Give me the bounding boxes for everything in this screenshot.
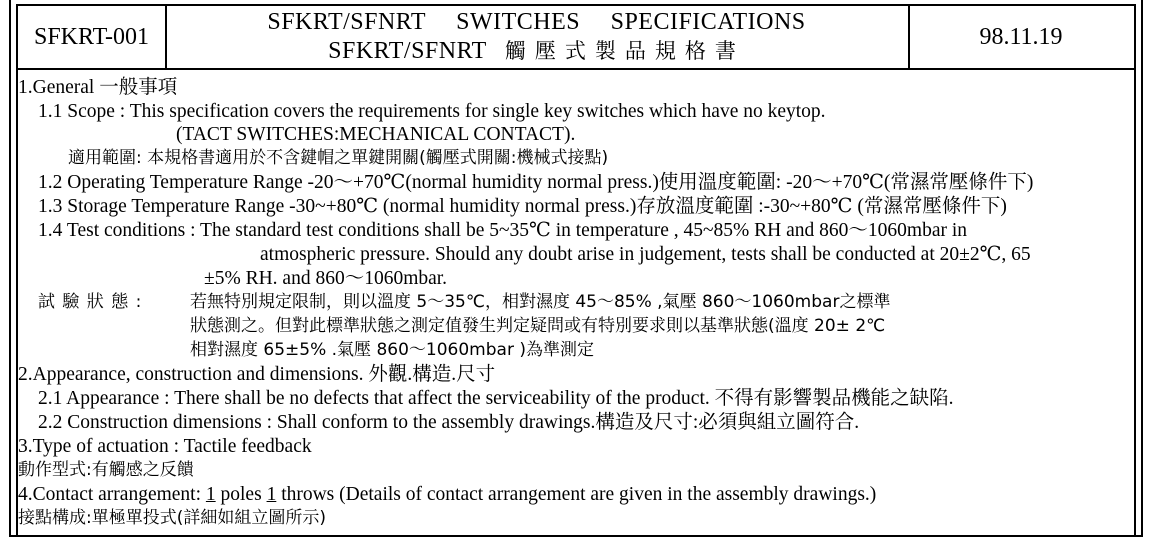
construction-line: 2.2 Construction dimensions : Shall conform to the assembly drawings.構造及尺寸:必須與組立圖符合. [38, 412, 860, 433]
title-model: SFKRT/SFNRT [328, 38, 487, 64]
test-state-zh-2: 狀態測之。但對此標準狀態之測定值發生判定疑問或有特別要求則以基準狀態(溫度 20± 2℃ [190, 316, 886, 336]
test-conditions-3: ±5% RH. and 860～1060mbar. [204, 268, 448, 289]
document-inner-frame [16, 4, 1136, 535]
doc-date: 98.11.19 [979, 23, 1063, 50]
test-state-zh: 若無特別規定限制，則以溫度 5～35℃，相對濕度 45～85% ,氣壓 860～1060mbar之標準 [190, 292, 891, 312]
operating-temp: 1.2 Operating Temperature Range -20～+70℃(normal humidity normal press.)使用溫度範圍: -20～+70℃(常濕常壓條件下) [38, 172, 1034, 193]
scope-zh: 適用範圍: 本規格書適用於不含鍵帽之單鍵開關(觸壓式開關:機械式接點) [68, 148, 609, 168]
test-state-zh-3: 相對濕度 65±5% .氣壓 860～1060mbar )為準測定 [190, 340, 594, 360]
title-chinese-row [328, 37, 745, 66]
poles-value: 1 [205, 484, 216, 505]
spec-header [18, 6, 1134, 70]
throws-value: 1 [266, 484, 277, 505]
scope-line: 1.1 Scope : This specification covers the requirements for single key switches which have no keytop. [38, 101, 826, 122]
section-appearance: 2.Appearance, construction and dimensions. 外觀.構造.尺寸 [18, 364, 496, 385]
document-outer-frame [9, 0, 1143, 537]
test-conditions: 1.4 Test conditions : The standard test conditions shall be 5~35℃ in temperature , 45~85% RH and 860～1060mbar in [38, 220, 968, 241]
test-state-label: 試 驗 狀 態 : [38, 292, 143, 312]
storage-temp: 1.3 Storage Temperature Range -30~+80℃ (normal humidity normal press.)存放溫度範圍 :-30~+80℃ (常濕常壓條件下) [38, 196, 1007, 217]
doc-number: SFKRT-001 [18, 6, 167, 68]
scope-line-2: (TACT SWITCHES:MECHANICAL CONTACT). [176, 124, 576, 145]
actuation-zh: 動作型式:有觸感之反饋 [18, 460, 194, 480]
section-contact: 4.Contact arrangement: 1 poles 1 throws (Details of contact arrangement are given in the assembly drawings.) [18, 484, 877, 505]
appearance-line: 2.1 Appearance : There shall be no defects that affect the serviceability of the product. 不得有影響製品機能之缺陷. [38, 388, 954, 409]
test-conditions-2: atmospheric pressure. Should any doubt arise in judgement, tests shall be conducted at 20±2℃, 65 [260, 244, 1031, 265]
title-chinese: 觸壓式製品規格書 [504, 39, 745, 63]
doc-title [165, 6, 910, 68]
section-general: 1.General 一般事項 [18, 77, 178, 98]
section-actuation: 3.Type of actuation : Tactile feedback [18, 436, 312, 457]
title-english: SFKRT/SFNRT SWITCHES SPECIFICATIONS [267, 9, 806, 35]
contact-zh: 接點構成:單極單投式(詳細如組立圖所示) [18, 508, 326, 528]
